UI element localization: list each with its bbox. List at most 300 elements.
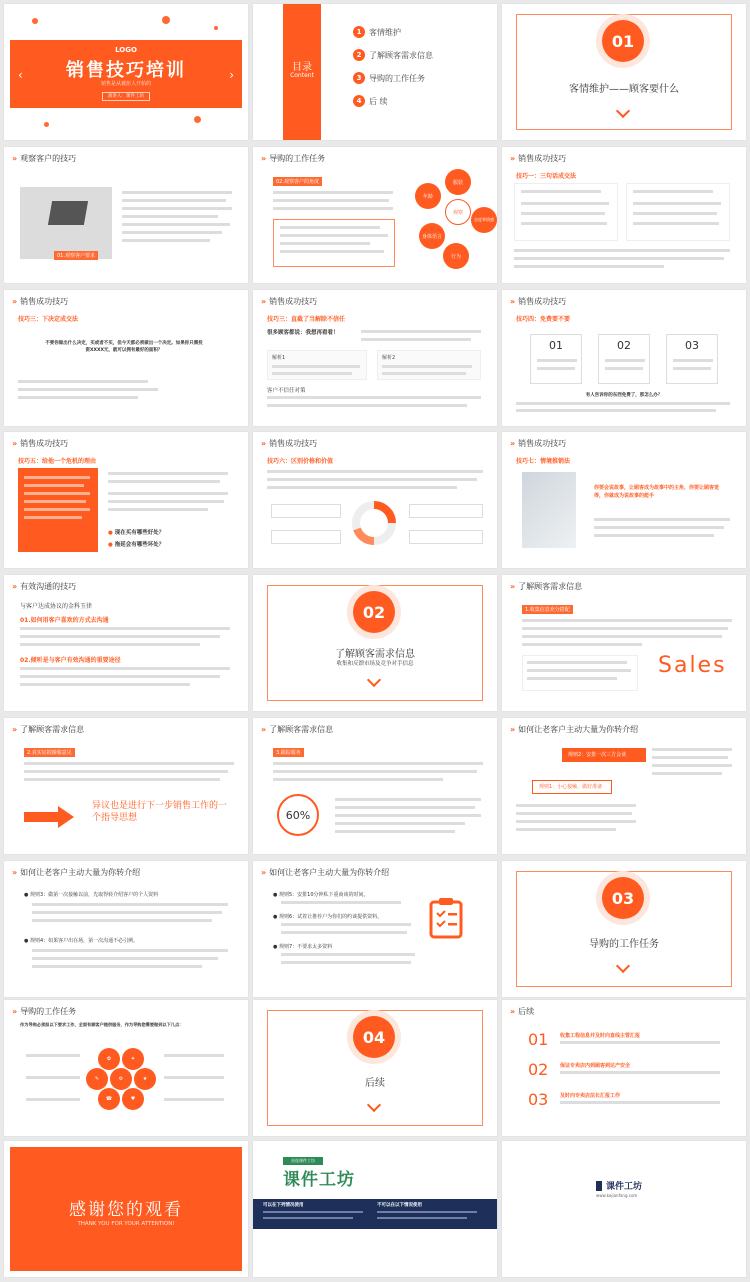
slide-toc[interactable] (253, 4, 497, 140)
callout-box (409, 530, 483, 544)
analysis-title: 解析2 (382, 355, 396, 361)
text-line (24, 762, 234, 765)
text-line (20, 667, 230, 670)
header-text: 销售成功技巧 (269, 439, 318, 448)
decor-dot (214, 26, 218, 30)
question-1 (108, 528, 164, 536)
rule-5 (273, 891, 369, 898)
section-tag: 02.观察客户的角度 (273, 177, 322, 186)
text-line (361, 338, 471, 341)
presenter: 演讲人：课件工坊 (102, 92, 150, 101)
rule-3 (24, 891, 158, 898)
section-title: 客情维护——顾客要什么 (569, 84, 679, 95)
slide-header: » 了解顾客需求信息 (261, 725, 334, 734)
text-line (516, 820, 636, 823)
text-line (122, 199, 226, 202)
slide-free[interactable] (502, 290, 746, 426)
slide-communication[interactable] (4, 575, 248, 711)
text-line (273, 199, 389, 202)
analysis-card (377, 350, 481, 380)
decor-dot (162, 16, 170, 24)
decor-dot (194, 116, 201, 123)
text-line (26, 1054, 80, 1057)
slide-followup-list[interactable] (502, 1000, 746, 1136)
slide-header: » 如何让老客户主动大量为你转介绍 (510, 725, 639, 734)
text-line (560, 1101, 720, 1104)
section-number: 04 (353, 1016, 395, 1058)
usage-col-2: 不可以在以下情况使用 (377, 1203, 422, 1208)
slide-three-sentences[interactable] (502, 147, 746, 283)
header-text: 了解顾客需求信息 (20, 725, 85, 734)
petal: 态度举情感 (471, 207, 497, 233)
brand-small: 首选课件工坊 (283, 1157, 323, 1165)
text-line (263, 1217, 353, 1219)
slide-header: » 如何让老客户主动大量为你转介绍 (12, 868, 141, 877)
task-icon: ♥ (122, 1088, 144, 1110)
text-line (280, 242, 370, 245)
text-line (267, 470, 483, 473)
text-line (516, 812, 632, 815)
text-line (516, 402, 730, 405)
text-line (32, 903, 228, 906)
text-line (108, 472, 228, 475)
brand-logo: 课件工坊 (283, 1170, 355, 1190)
text-line (560, 1041, 720, 1044)
point-2: 02.倾听是与客户有效沟通的重要途径 (20, 657, 121, 664)
next-arrow[interactable]: › (229, 68, 234, 82)
callout-box (271, 530, 341, 544)
text-line (122, 223, 230, 226)
text-line (605, 367, 643, 370)
thanks-title: 感谢您的观看 (69, 1200, 183, 1220)
toc-text: 导购的工作任务 (369, 74, 425, 83)
question-2 (108, 540, 164, 548)
slide-header: » 后续 (510, 1007, 535, 1016)
usage-col-1: 可以在下列情况使用 (263, 1203, 304, 1208)
task-icon: ⚙ (110, 1068, 132, 1090)
technique-title: 技巧七：情境推销法 (516, 458, 571, 465)
text-line (18, 388, 158, 391)
text-line (361, 330, 481, 333)
text-line (273, 778, 443, 781)
text-line (24, 484, 84, 487)
card-number: 02 (617, 339, 631, 352)
decor-dot (32, 18, 38, 24)
slide-referral-3[interactable] (253, 861, 497, 997)
laptop-shape (48, 201, 88, 225)
column-card (626, 183, 730, 241)
header-text: 有效沟通的技巧 (20, 582, 77, 591)
number-card (666, 334, 718, 384)
text-line (273, 191, 393, 194)
thanks-subtitle: THANK YOU FOR YOUR ATTENTION! (77, 1221, 175, 1227)
text-line (633, 222, 719, 225)
text-line (537, 359, 577, 362)
text-line (521, 222, 607, 225)
technique-title: 技巧三：下决定成交法 (18, 316, 79, 323)
callout-box (409, 504, 483, 518)
text-line (382, 365, 472, 368)
text-line (273, 770, 477, 773)
slide-section-03[interactable] (502, 861, 746, 997)
text-line (527, 677, 617, 680)
text-line (122, 239, 210, 242)
analysis-title: 解析1 (272, 355, 286, 361)
section-number: 03 (602, 877, 644, 919)
slide-decision[interactable] (4, 290, 248, 426)
text-line (521, 202, 609, 205)
brand-mark (596, 1181, 602, 1191)
rule-7 (273, 943, 332, 950)
bullet-icon: ● (24, 892, 30, 898)
question-text: 有人告诉你的东西免费了，那怎么办？ (585, 393, 663, 398)
strategy-title: 客户不信任对策 (267, 388, 306, 394)
text-line (24, 500, 86, 503)
callout-box (271, 504, 341, 518)
bullet-icon: ● (273, 914, 279, 920)
slide-header: » 如何让老客户主动大量为你转介绍 (261, 868, 390, 877)
slide-section-01[interactable] (502, 4, 746, 140)
section-title: 了解顾客需求信息 (335, 649, 415, 660)
slide-title[interactable] (4, 4, 248, 140)
text-line (335, 830, 455, 833)
slide-section-02[interactable] (253, 575, 497, 711)
text-line (281, 961, 411, 964)
story-quote: 你要会说故事，让顾客成为故事中的主角，你要让顾客觉得，你就成为说故事的能手 (594, 485, 720, 499)
item-number: 01 (528, 1030, 549, 1049)
text-line (24, 770, 228, 773)
card-number: 03 (685, 339, 699, 352)
text-line (335, 798, 481, 801)
text-line (521, 190, 601, 193)
slide-header: » 有效沟通的技巧 (12, 582, 77, 591)
text-line (272, 365, 360, 368)
header-text: 如何让老客户主动大量为你转介绍 (269, 868, 390, 877)
rule-7-text: 规则7：不要求太多资料 (278, 944, 333, 950)
text-line (522, 635, 722, 638)
rule-5-text: 规则5：安排10分钟私下重商谈的时间。 (278, 892, 369, 898)
section-title: 导购的工作任务 (589, 939, 659, 950)
donut-arc (374, 505, 392, 523)
card-number: 01 (549, 339, 563, 352)
section-title: 后续 (365, 1078, 385, 1089)
text-line (32, 965, 202, 968)
technique-title: 技巧一：三句话成交法 (516, 173, 577, 180)
slide-story[interactable] (502, 432, 746, 568)
text-line (594, 534, 714, 537)
text-line (273, 762, 483, 765)
text-line (382, 372, 466, 375)
section-tag: 3.跟踪服务 (273, 748, 304, 757)
decision-text: 不要你做出什么决定，买或者不买，但今天都必须做出一个决定。如果你只需投资XXXX元，就可以拥有最好的面积？ (45, 341, 203, 353)
slide-header: » 销售成功技巧 (261, 439, 318, 448)
text-line (18, 380, 148, 383)
text-line (32, 949, 228, 952)
laptop-photo (20, 187, 112, 259)
logo-text: LOGO (115, 46, 137, 54)
tagline: 销售是从被拒人开始的 (100, 81, 151, 87)
bullet-icon: ● (24, 938, 30, 944)
header-text: 了解顾客需求信息 (269, 725, 334, 734)
text-line (26, 1076, 80, 1079)
text-line (20, 643, 200, 646)
petal: 服装 (445, 169, 471, 195)
rule-6-text: 规则6：试着让推荐户为你们的约谈提供资料。 (278, 914, 383, 920)
slide-observe-angle[interactable] (253, 147, 497, 283)
item-number: 02 (528, 1060, 549, 1079)
analysis-card (267, 350, 367, 380)
technique-title: 技巧四：免费要不要 (516, 316, 571, 323)
check-icon: ● (108, 530, 115, 536)
text-line (280, 234, 388, 237)
slide-objection[interactable] (4, 718, 248, 854)
text-line (108, 480, 220, 483)
text-line (521, 212, 605, 215)
percent-badge: 60% (277, 794, 319, 836)
header-text: 销售成功技巧 (20, 297, 69, 306)
text-line (516, 409, 716, 412)
text-line (24, 508, 90, 511)
section-tag: 1.收集信息充分搭配 (522, 605, 573, 614)
header-text: 后续 (518, 1007, 535, 1016)
slide-header: » 销售成功技巧 (510, 154, 567, 163)
slide-referral-1[interactable] (502, 718, 746, 854)
rule-6 (273, 913, 382, 920)
text-line (594, 518, 730, 521)
petal: 身体语言 (419, 223, 445, 249)
prev-arrow[interactable]: ‹ (18, 68, 23, 82)
text-line (108, 500, 224, 503)
text-line (20, 683, 190, 686)
text-line (18, 396, 138, 399)
bullet-icon: ● (273, 944, 279, 950)
text-line (32, 911, 222, 914)
text-line (281, 901, 401, 904)
section-number: 02 (353, 591, 395, 633)
donut-arc (357, 529, 374, 541)
header-text: 销售成功技巧 (518, 297, 567, 306)
text-line (272, 372, 352, 375)
text-line (108, 492, 228, 495)
header-text: 销售成功技巧 (20, 439, 69, 448)
text-line (20, 635, 220, 638)
text-line (673, 359, 713, 362)
text-line (652, 764, 732, 767)
slide-header: » 观察客户的技巧 (12, 154, 77, 163)
decor-dot (44, 122, 49, 127)
sales-wordmark: Sales (658, 653, 727, 678)
brand-url: www.kejianfang.com (596, 1193, 638, 1198)
header-text: 导购的工作任务 (269, 154, 326, 163)
slide-distrust[interactable] (253, 290, 497, 426)
rule-title: 与客户达成协议的金科玉律 (20, 603, 93, 610)
rule-4 (24, 937, 138, 944)
highlight-panel (18, 468, 98, 552)
usage-band (253, 1199, 497, 1229)
header-text: 销售成功技巧 (518, 439, 567, 448)
text-line (633, 212, 717, 215)
toc-label: 目录 (292, 62, 312, 73)
text-line (281, 931, 407, 934)
toc-label-en: Content (290, 72, 314, 79)
text-line (527, 661, 627, 664)
section-subtitle: 收集和反馈市场及竞争对手信息 (336, 661, 414, 667)
slide-referral-2[interactable] (4, 861, 248, 997)
header-text: 销售成功技巧 (518, 154, 567, 163)
text-line (32, 957, 218, 960)
slide-follow-up[interactable] (253, 718, 497, 854)
technique-title: 技巧五：给他一个危机的理由 (18, 458, 97, 465)
slide-observe[interactable] (4, 147, 248, 283)
technique-title: 技巧六：区别价格和价值 (267, 458, 334, 465)
task-icon: ✿ (98, 1048, 120, 1070)
text-line (537, 367, 575, 370)
text-line (377, 1217, 467, 1219)
item-number: 03 (528, 1090, 549, 1109)
text-line (267, 478, 477, 481)
column-card (514, 183, 618, 241)
petal: 行为 (443, 243, 469, 269)
header-text: 如何让老客户主动大量为你转介绍 (518, 725, 639, 734)
text-line (633, 202, 721, 205)
slide-header: » 导购的工作任务 (261, 154, 326, 163)
toc-num: 2 (353, 49, 365, 61)
slide-header: » 销售成功技巧 (261, 297, 318, 306)
text-line (122, 191, 232, 194)
toc-num: 4 (353, 95, 365, 107)
slide-header: » 销售成功技巧 (12, 297, 69, 306)
text-line (20, 675, 220, 678)
text-line (527, 669, 631, 672)
text-line (335, 822, 465, 825)
text-line (280, 226, 380, 229)
slide-header: » 销售成功技巧 (510, 439, 567, 448)
rule-tag-2: 规则1：小心接触，做好准备 (532, 780, 612, 794)
text-line (516, 828, 616, 831)
text-line (108, 508, 208, 511)
slide-header: » 销售成功技巧 (510, 297, 567, 306)
text-line (522, 627, 728, 630)
header-text: 如何让老客户主动大量为你转介绍 (20, 868, 141, 877)
text-line (514, 249, 730, 252)
slide-tasks[interactable] (4, 1000, 248, 1136)
slide-crisis[interactable] (4, 432, 248, 568)
text-line (335, 806, 475, 809)
header-text: 观察客户的技巧 (20, 154, 77, 163)
text-line (673, 367, 711, 370)
toc-num: 1 (353, 26, 365, 38)
header-text: 了解顾客需求信息 (518, 582, 583, 591)
photo-caption: 01.观察客户要求 (54, 251, 98, 260)
donut-chart (349, 498, 399, 548)
text-line (24, 778, 220, 781)
arrow-right-icon (24, 806, 74, 828)
text-line (633, 190, 713, 193)
text-line (24, 492, 90, 495)
thanks-panel (10, 1147, 242, 1271)
toc-text: 了解顾客需求信息 (369, 51, 433, 60)
slide-brand-1[interactable] (253, 1141, 497, 1277)
number-card (530, 334, 582, 384)
petal: 年龄 (415, 183, 441, 209)
info-box (522, 655, 638, 691)
text-line (32, 919, 212, 922)
text-line (267, 396, 481, 399)
text-line (560, 1071, 720, 1074)
task-icon: ✦ (122, 1048, 144, 1070)
text-line (522, 619, 732, 622)
text-line (514, 265, 664, 268)
text-line (24, 516, 82, 519)
header-text: 导购的工作任务 (20, 1007, 77, 1016)
text-line (594, 526, 724, 529)
text-line (377, 1211, 477, 1213)
text-line (516, 804, 636, 807)
text-line (281, 953, 415, 956)
toc-text: 客情维护 (369, 28, 401, 37)
task-icon: ★ (134, 1068, 156, 1090)
rule-tag-1: 规则2：安排一次三方会谈 (562, 748, 646, 762)
item-title: 及时向专卖店法长汇报工作 (560, 1093, 621, 1099)
point-1: 01.如何用客户喜欢的方式去沟通 (20, 617, 109, 624)
text-line (267, 486, 457, 489)
check-icon: ● (108, 542, 115, 548)
toc-num: 3 (353, 72, 365, 84)
building-photo (522, 472, 576, 548)
text-line (20, 627, 230, 630)
text-line (267, 404, 467, 407)
toc-text: 后 续 (369, 97, 388, 106)
slide-header: » 导购的工作任务 (12, 1007, 77, 1016)
slide-brand-2[interactable] (502, 1141, 746, 1277)
slide-thanks[interactable] (4, 1141, 248, 1277)
text-line (281, 923, 411, 926)
number-card (598, 334, 650, 384)
center-node: 观察 (445, 199, 471, 225)
text-line (164, 1054, 224, 1057)
text-line (652, 756, 728, 759)
slide-section-04[interactable] (253, 1000, 497, 1136)
slide-header: » 了解顾客需求信息 (510, 582, 583, 591)
text-line (263, 1211, 363, 1213)
header-text: 销售成功技巧 (269, 297, 318, 306)
rule-3-text: 规则3：做第一次接触以前，先取得转介绍客户的个人资料 (29, 892, 159, 898)
brand-logo: 课件工坊 (606, 1182, 643, 1192)
objection-quote: 异议也是进行下一步销售工作的一个指导思想 (92, 801, 228, 823)
clipboard-icon (429, 897, 463, 939)
text-line (122, 215, 218, 218)
title-band (10, 40, 242, 108)
text-line (273, 207, 393, 210)
lead-text: 很多顾客都说：我想再看看！ (267, 330, 339, 336)
text-line (522, 643, 642, 646)
slide-price-value[interactable] (253, 432, 497, 568)
slide-collect-info[interactable] (502, 575, 746, 711)
tasks-lead: 作为导购必须担以下要求工作，全面有顾客户提供服务，作为导购您需要做到以下几点： (20, 1022, 184, 1027)
text-line (335, 814, 481, 817)
section-tag: 2.真实证据搬服意见 (24, 748, 75, 757)
toc-bar (283, 4, 321, 140)
text-line (280, 250, 384, 253)
item-title: 收集工程信息并及时向直线主管汇报 (560, 1033, 641, 1039)
task-icon: ✎ (86, 1068, 108, 1090)
text-line (164, 1076, 224, 1079)
technique-title: 技巧三：直截了当解除不信任 (267, 316, 346, 323)
text-line (652, 748, 732, 751)
bullet-icon: ● (273, 892, 279, 898)
task-icon: ☎ (98, 1088, 120, 1110)
question-2-text: 拖延会有哪些坏处？ (114, 542, 165, 548)
